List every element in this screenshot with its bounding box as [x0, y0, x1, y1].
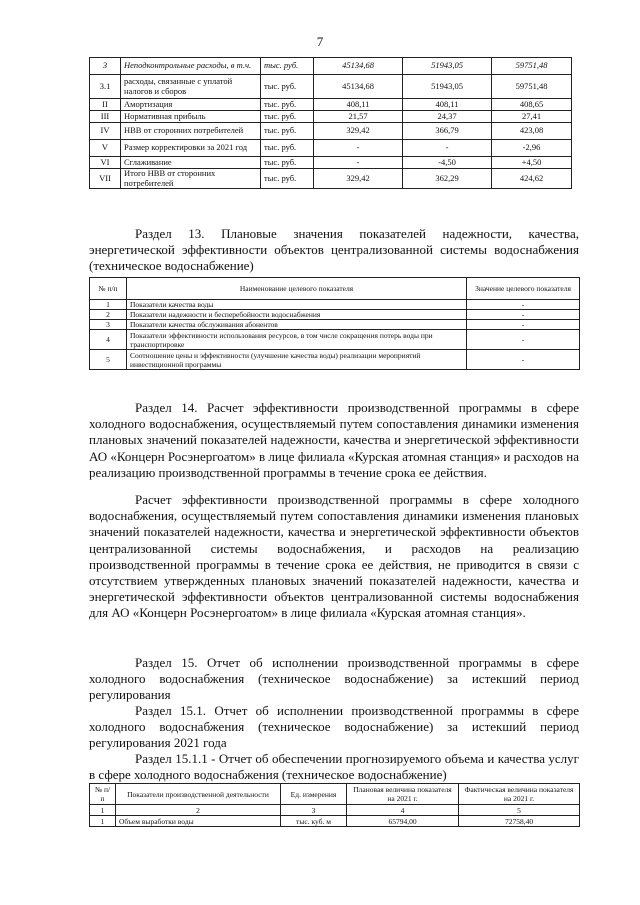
section-13-title: Раздел 13. Плановые значения показателей надежности, качества, энергетической эффективности объектов централизованной системы водоснабжения (техническое водоснабжение) — [89, 226, 579, 274]
target-indicators-table — [89, 277, 580, 370]
row-number: 3.1 — [90, 75, 121, 99]
row-name: Сглаживание — [121, 157, 261, 169]
table-row — [90, 58, 572, 75]
row-name: НВВ от сторонних потребителей — [121, 123, 261, 140]
row-unit: тыс. руб. — [261, 157, 314, 169]
value-3: +4,50 — [492, 157, 572, 169]
value-1: 45134,68 — [314, 75, 403, 99]
indicator-value: - — [467, 300, 580, 310]
index-cell: 2 — [116, 805, 281, 816]
value-3: 27,41 — [492, 111, 572, 123]
table-row — [90, 111, 572, 123]
header-indicator-name: Наименование целевого показателя — [127, 278, 467, 300]
row-number: VI — [90, 157, 121, 169]
header-indicator: Показатели производственной деятельности — [116, 784, 281, 805]
value-2: 408,11 — [403, 99, 492, 111]
indicator-name: Показатели эффективности использования ресурсов, в том числе сокращения потерь воды при транспортировке — [127, 330, 467, 350]
index-cell: 5 — [459, 805, 580, 816]
row-unit: тыс. руб. — [261, 75, 314, 99]
row-unit: тыс. руб. — [261, 111, 314, 123]
table-row — [90, 75, 572, 99]
indicator-name: Показатели качества воды — [127, 300, 467, 310]
row-name: Неподконтрольные расходы, в т.ч. — [121, 58, 261, 75]
header-no: № п/п — [90, 278, 127, 300]
table-row — [90, 169, 572, 189]
value-2: 362,29 — [403, 169, 492, 189]
value-3: 408,65 — [492, 99, 572, 111]
row-name: Размер корректировки за 2021 год — [121, 140, 261, 157]
row-unit: тыс. руб. — [261, 58, 314, 75]
table-row — [90, 300, 580, 310]
indicator-value: - — [467, 330, 580, 350]
indicator-value: - — [467, 320, 580, 330]
value-1: 329,42 — [314, 123, 403, 140]
header-unit: Ед. измерения — [281, 784, 347, 805]
section-14-paragraph-2: Расчет эффективности производственной программы в сфере холодного водоснабжения, осуществляемый путем сопоставления динамики изменения плановых значений показателей надежности, качества и энергетической эффективности объектов централизованной системы водоснабжения, и расходов на реализацию производственной программы в течение срока ее действия, не приводится в связи с отсутствием утвержденных плановых значений показателей надежности, качества и энергетической эффективности объектов централизованной системы водоснабжения для АО «Концерн Росэнергоатом» в лице филиала «Курская атомная станция». — [89, 492, 579, 621]
row-unit: тыс. руб. — [261, 140, 314, 157]
value-2: 24,37 — [403, 111, 492, 123]
section-15-title: Раздел 15. Отчет об исполнении производственной программы в сфере холодного водоснабжения (техническое водоснабжение) за истекший период регулирования — [89, 655, 579, 703]
row-unit: тыс. руб. — [261, 169, 314, 189]
page-number: 7 — [316, 34, 324, 49]
table-row — [90, 140, 572, 157]
table-row — [90, 99, 572, 111]
row-number: 5 — [90, 350, 127, 370]
section-14-paragraph-1: Раздел 14. Расчет эффективности производственной программы в сфере холодного водоснабжения, осуществляемый путем сопоставления динамики изменения плановых значений показателей надежности, качества и энергетической эффективности АО «Концерн Росэнергоатом» в лице филиала «Курская атомная станция» и расходов на реализацию производственной программы в течение срока ее действия. — [89, 400, 579, 480]
financial-table — [89, 57, 572, 189]
table-row — [90, 123, 572, 140]
table-row — [90, 310, 580, 320]
table-row — [90, 330, 580, 350]
table-row — [90, 816, 580, 827]
table-row — [90, 157, 572, 169]
value-3: 424,62 — [492, 169, 572, 189]
value-2: - — [403, 140, 492, 157]
row-number: VII — [90, 169, 121, 189]
fact-value: 72758,40 — [459, 816, 580, 827]
value-1: 21,57 — [314, 111, 403, 123]
value-2: 51943,05 — [403, 75, 492, 99]
row-number: 3 — [90, 320, 127, 330]
row-number: 1 — [90, 300, 127, 310]
value-3: 59751,48 — [492, 58, 572, 75]
index-cell: 1 — [90, 805, 116, 816]
row-name: Итого НВВ от сторонних потребителей — [121, 169, 261, 189]
value-1: - — [314, 140, 403, 157]
indicator-name: Показатели качества обслуживания абонентов — [127, 320, 467, 330]
row-number: V — [90, 140, 121, 157]
value-3: -2,96 — [492, 140, 572, 157]
table-row — [90, 320, 580, 330]
value-1: - — [314, 157, 403, 169]
index-cell: 3 — [281, 805, 347, 816]
header-indicator-value: Значение целевого показателя — [467, 278, 580, 300]
indicator-name: Соотношение цены и эффективности (улучшение качества воды) реализации мероприятий инвестиционной программы — [127, 350, 467, 370]
indicator-value: - — [467, 350, 580, 370]
header-plan: Плановая величина показателя на 2021 г. — [347, 784, 459, 805]
value-1: 329,42 — [314, 169, 403, 189]
row-number: II — [90, 99, 121, 111]
row-number: 1 — [90, 816, 116, 827]
indicator-name: Показатели надежности и бесперебойности водоснабжения — [127, 310, 467, 320]
row-number: 3 — [90, 58, 121, 75]
header-fact: Фактическая величина показателя на 2021 г. — [459, 784, 580, 805]
row-number: 2 — [90, 310, 127, 320]
header-no: № п/п — [90, 784, 116, 805]
row-unit: тыс. руб. — [261, 99, 314, 111]
unit: тыс. куб. м — [281, 816, 347, 827]
row-name: Амортизация — [121, 99, 261, 111]
production-report-table — [89, 783, 580, 827]
indicator-value: - — [467, 310, 580, 320]
table-row — [90, 350, 580, 370]
indicator-name: Объем выработки воды — [116, 816, 281, 827]
value-1: 408,11 — [314, 99, 403, 111]
value-3: 423,08 — [492, 123, 572, 140]
row-name: расходы, связанные с уплатой налогов и сборов — [121, 75, 261, 99]
section-15-1-title: Раздел 15.1. Отчет об исполнении производственной программы в сфере холодного водоснабжения (техническое водоснабжение) за истекший период регулирования 2021 года — [89, 703, 579, 751]
row-unit: тыс. руб. — [261, 123, 314, 140]
value-1: 45134,68 — [314, 58, 403, 75]
row-name: Нормативная прибыль — [121, 111, 261, 123]
section-15-1-1-title: Раздел 15.1.1 - Отчет об обеспечении прогнозируемого объема и качества услуг в сфере холодного водоснабжения (техническое водоснабжение) — [89, 751, 579, 783]
row-number: III — [90, 111, 121, 123]
plan-value: 65794,00 — [347, 816, 459, 827]
value-2: 51943,05 — [403, 58, 492, 75]
value-2: 366,79 — [403, 123, 492, 140]
row-number: 4 — [90, 330, 127, 350]
row-number: IV — [90, 123, 121, 140]
index-cell: 4 — [347, 805, 459, 816]
value-3: 59751,48 — [492, 75, 572, 99]
value-2: -4,50 — [403, 157, 492, 169]
